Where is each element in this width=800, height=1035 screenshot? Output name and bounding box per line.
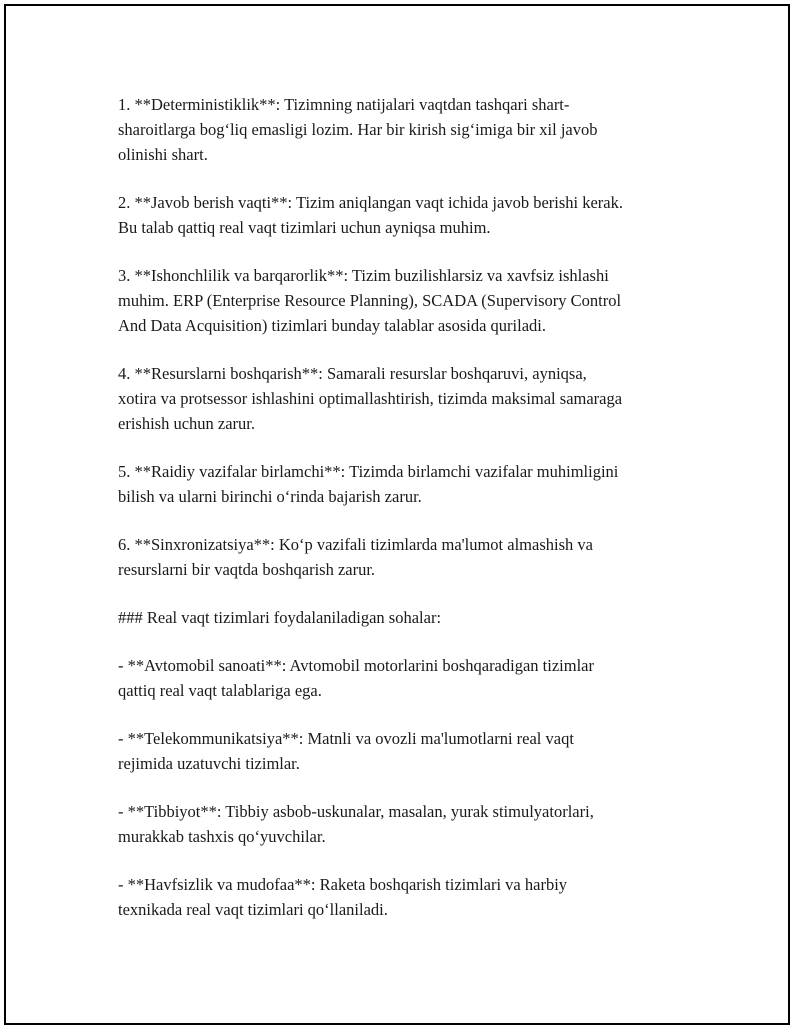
requirement-javob-berish-vaqti: 2. **Javob berish vaqti**: Tizim aniqlangan vaqt ichida javob berishi kerak. Bu talab qattiq real vaqt tizimlari uchun ayniqsa muhim. xyxy=(118,193,623,237)
area-havfsizlik-mudofaa: - **Havfsizlik va mudofaa**: Raketa boshqarish tizimlari va harbiy texnikada real vaqt tizimlari qo‘llaniladi. xyxy=(118,875,568,919)
area-telekommunikatsiya: - **Telekommunikatsiya**: Matnli va ovozli ma'lumotlarni real vaqt rejimida uzatuvchi tizimlar. xyxy=(118,729,574,773)
requirement-ishonchlilik: 3. **Ishonchlilik va barqarorlik**: Tizim buzilishlarsiz va xavfsiz ishlashi muhim. ERP (Enterprise Resource Planning), SCADA (Supervisory Control And Data Acquisition) tizimlari bunday talablar asosida quriladi. xyxy=(118,266,622,335)
area-avtomobil-sanoati: - **Avtomobil sanoati**: Avtomobil motorlarini boshqaradigan tizimlar qattiq real vaqt talablariga ega. xyxy=(118,656,594,700)
document-body xyxy=(118,92,698,945)
requirement-resurslarni-boshqarish: 4. **Resurslarni boshqarish**: Samarali resurslar boshqaruvi, ayniqsa, xotira va protsessor ishlashini optimallashtirish, tizimda maksimal samaraga erishish uchun zarur. xyxy=(118,364,623,433)
requirement-sinxronizatsiya: 6. **Sinxronizatsiya**: Ko‘p vazifali tizimlarda ma'lumot almashish va resurslarni bir vaqtda boshqarish zarur. xyxy=(118,535,593,579)
section-heading: ### Real vaqt tizimlari foydalaniladigan sohalar: xyxy=(118,608,442,627)
area-tibbiyot: - **Tibbiyot**: Tibbiy asbob-uskunalar, masalan, yurak stimulyatorlari, murakkab tashxis qo‘yuvchilar. xyxy=(118,802,594,846)
requirement-raidiy-vazifalar: 5. **Raidiy vazifalar birlamchi**: Tizimda birlamchi vazifalar muhimligini bilish va ularni birinchi o‘rinda bajarish zarur. xyxy=(118,462,619,506)
requirement-deterministiklik: 1. **Deterministiklik**: Tizimning natijalari vaqtdan tashqari shart- sharoitlarga bog‘liq emasligi lozim. Har bir kirish sig‘imiga bir xil javob olinishi shart. xyxy=(118,95,598,164)
